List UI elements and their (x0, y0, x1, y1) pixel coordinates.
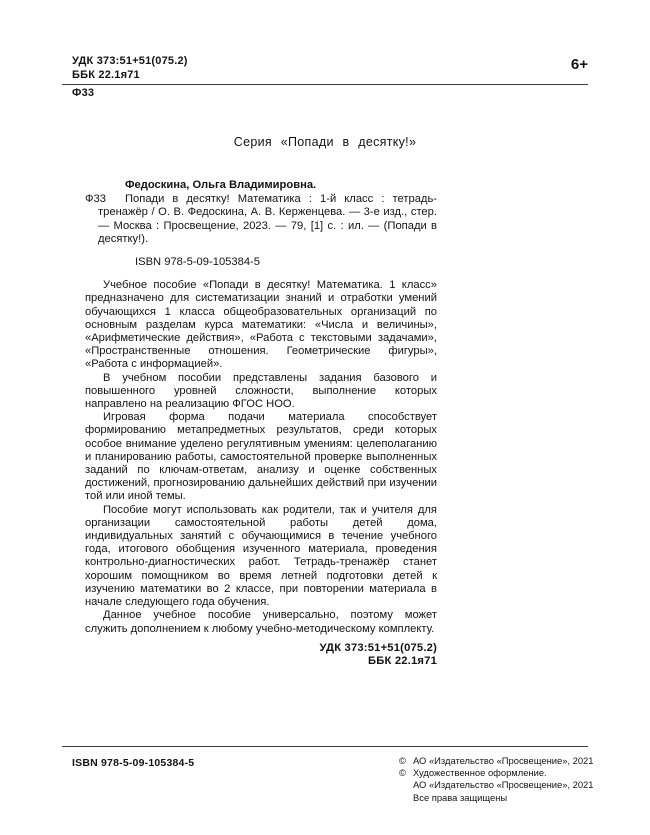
codes-udk: УДК 373:51+51(075.2) (319, 641, 437, 654)
copyright-row (399, 755, 593, 767)
annotation (85, 279, 437, 635)
copyright-text: АО «Издательство «Просвещение», 2021 (413, 755, 594, 766)
header-udk: УДК 373:51+51(075.2) (72, 55, 188, 67)
copyright-text: АО «Издательство «Просвещение», 2021 (413, 779, 594, 791)
catalog-isbn: ISBN 978-5-09-105384-5 (135, 256, 261, 269)
copyright-text: Все права защищены (413, 791, 508, 803)
annotation-paragraph: В учебном пособии представлены задания базового и повышенного уровней сложности, выполнение которых направлено на реализацию ФГОС НОО. (85, 371, 437, 411)
copyright-text: Художественное оформление. (413, 767, 547, 779)
annotation-paragraph: Учебное пособие «Попади в десятку! Математика. 1 класс» предназначено для систематизации знаний и отработки умений обучающихся 1 класса общеобразовательных организаций по основным разделам курса математики: «Числа и величины», «Арифметические действия», «Работа с текстовыми задачами», «Пространственные отношения. Геометрические фигуры», «Работа с информацией». (85, 279, 437, 371)
bottom-codes (85, 642, 437, 668)
series-title: Серия «Попади в десятку!» (233, 135, 417, 149)
copyright-row (399, 767, 593, 779)
age-badge: 6+ (570, 56, 588, 73)
copyright-row (399, 792, 593, 804)
copyright-row (399, 779, 593, 791)
catalog-author-sign: Ф33 (85, 193, 106, 205)
annotation-paragraph: Данное учебное пособие универсально, поэтому может служить дополнением к любому учебно-методическому комплекту. (85, 609, 437, 635)
annotation-paragraph: Игровая форма подачи материала способствует формированию метапредметных результатов, среди которых особое внимание уделено регулятивным умениям: целеполаганию и планированию работы, самостоятельной проверке выполненных заданий по ключам-ответам, анализу и оценке собственных достижений, прогнозированию дальнейших действий при изучении той или иной темы. (85, 411, 437, 503)
header-bbk: ББК 22.1я71 (72, 68, 140, 81)
copyright-symbol: © (399, 767, 406, 779)
header-author-sign: Ф33 (72, 87, 95, 99)
copyright-symbol: © (399, 755, 406, 766)
footer-isbn: ISBN 978-5-09-105384-5 (72, 757, 195, 769)
bottom-divider (62, 746, 588, 747)
codes-bbk: ББК 22.1я71 (368, 654, 437, 667)
copyright-symbol (399, 779, 413, 791)
copyright-symbol (399, 792, 413, 804)
catalog-author: Федоскина, Ольга Владимировна. (125, 179, 317, 191)
catalog-entry-text: Попади в десятку! Математика : 1-й класс : тетрадь-тренажёр / О. В. Федоскина, А. В. Керженцева. — 3-е изд., стер. — Москва : Просвещение, 2023. — 79, [1] с. : ил. — (Попади в десятку!). (98, 193, 437, 245)
top-divider (62, 84, 588, 85)
annotation-paragraph: Пособие могут использовать как родители, так и учителя для организации самостоятельной работы детей дома, индивидуальных занятий с обучающимися в течение учебного года, итогового обобщения изученного материала, проведения контрольно-диагностических работ. Тетрадь-тренажёр станет хорошим помощником во время летней подготовки детей к изучению математики во 2 классе, при повторении материала в начале следующего года обучения. (85, 503, 437, 609)
catalog-block (85, 179, 437, 269)
imprint-body (85, 179, 437, 668)
copyright-block (399, 755, 593, 804)
header-codes (72, 55, 188, 82)
